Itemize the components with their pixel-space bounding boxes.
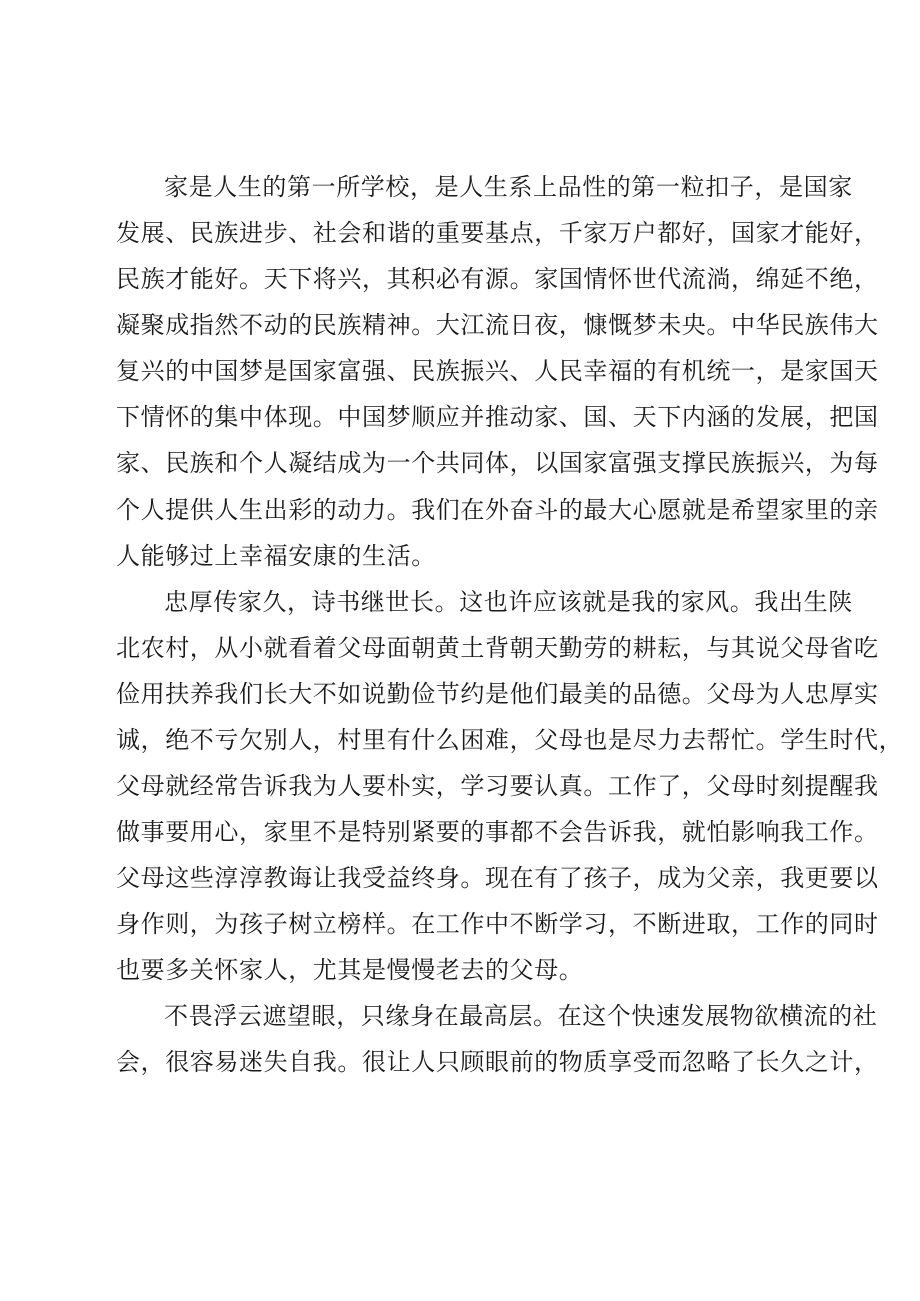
paragraph-1-line-5: 复兴的中国梦是国家富强、民族振兴、人民幸福的有机统一，是家国天 (116, 357, 879, 385)
paragraph-1-line-8: 个人提供人生出彩的动力。我们在外奋斗的最大心愿就是希望家里的亲 (116, 496, 879, 524)
paragraph-1-line-3: 民族才能好。天下将兴，其积必有源。家国情怀世代流淌，绵延不绝， (116, 265, 879, 293)
paragraph-1-line-4: 凝聚成指然不动的民族精神。大江流日夜，慷慨梦未央。中华民族伟大 (116, 311, 879, 339)
paragraph-2-line-9: 也要多关怀家人，尤其是慢慢老去的父母。 (116, 956, 584, 984)
paragraph-2-line-1: 忠厚传家久，诗书继世长。这也许应该就是我的家风。我出生陕 (164, 588, 853, 616)
paragraph-1-line-2: 发展、民族进步、社会和谐的重要基点，千家万户都好，国家才能好， (116, 219, 879, 247)
paragraph-2-line-6: 做事要用心，家里不是特别紧要的事都不会告诉我，就怕影响我工作。 (116, 818, 879, 846)
paragraph-2-line-8: 身作则，为孩子树立榜样。在工作中不断学习，不断进取，工作的同时 (116, 910, 879, 938)
paragraph-2-line-5: 父母就经常告诉我为人要朴实，学习要认真。工作了，父母时刻提醒我 (116, 772, 879, 800)
paragraph-1-line-1: 家是人生的第一所学校，是人生系上品性的第一粒扣子，是国家 (164, 173, 853, 201)
paragraph-2-line-2: 北农村，从小就看着父母面朝黄土背朝天勤劳的耕耘，与其说父母省吃 (116, 634, 879, 662)
paragraph-3-line-1: 不畏浮云遮望眼，只缘身在最高层。在这个快速发展物欲横流的社 (164, 1002, 878, 1030)
paragraph-3-line-2: 会，很容易迷失自我。很让人只顾眼前的物质享受而忽略了长久之计， (116, 1048, 879, 1076)
paragraph-2-line-7: 父母这些淳淳教诲让我受益终身。现在有了孩子，成为父亲，我更要以 (116, 864, 879, 892)
paragraph-1-line-7: 家、民族和个人凝结成为一个共同体，以国家富强支撑民族振兴，为每 (116, 449, 879, 477)
paragraph-1-line-9: 人能够过上幸福安康的生活。 (116, 542, 436, 570)
paragraph-2-line-3: 俭用扶养我们长大不如说勤俭节约是他们最美的品德。父母为人忠厚实 (116, 680, 879, 708)
paragraph-2-line-4: 诚，绝不亏欠别人，村里有什么困难，父母也是尽力去帮忙。学生时代， (116, 726, 904, 754)
paragraph-1-line-6: 下情怀的集中体现。中国梦顺应并推动家、国、天下内涵的发展，把国 (116, 403, 879, 431)
